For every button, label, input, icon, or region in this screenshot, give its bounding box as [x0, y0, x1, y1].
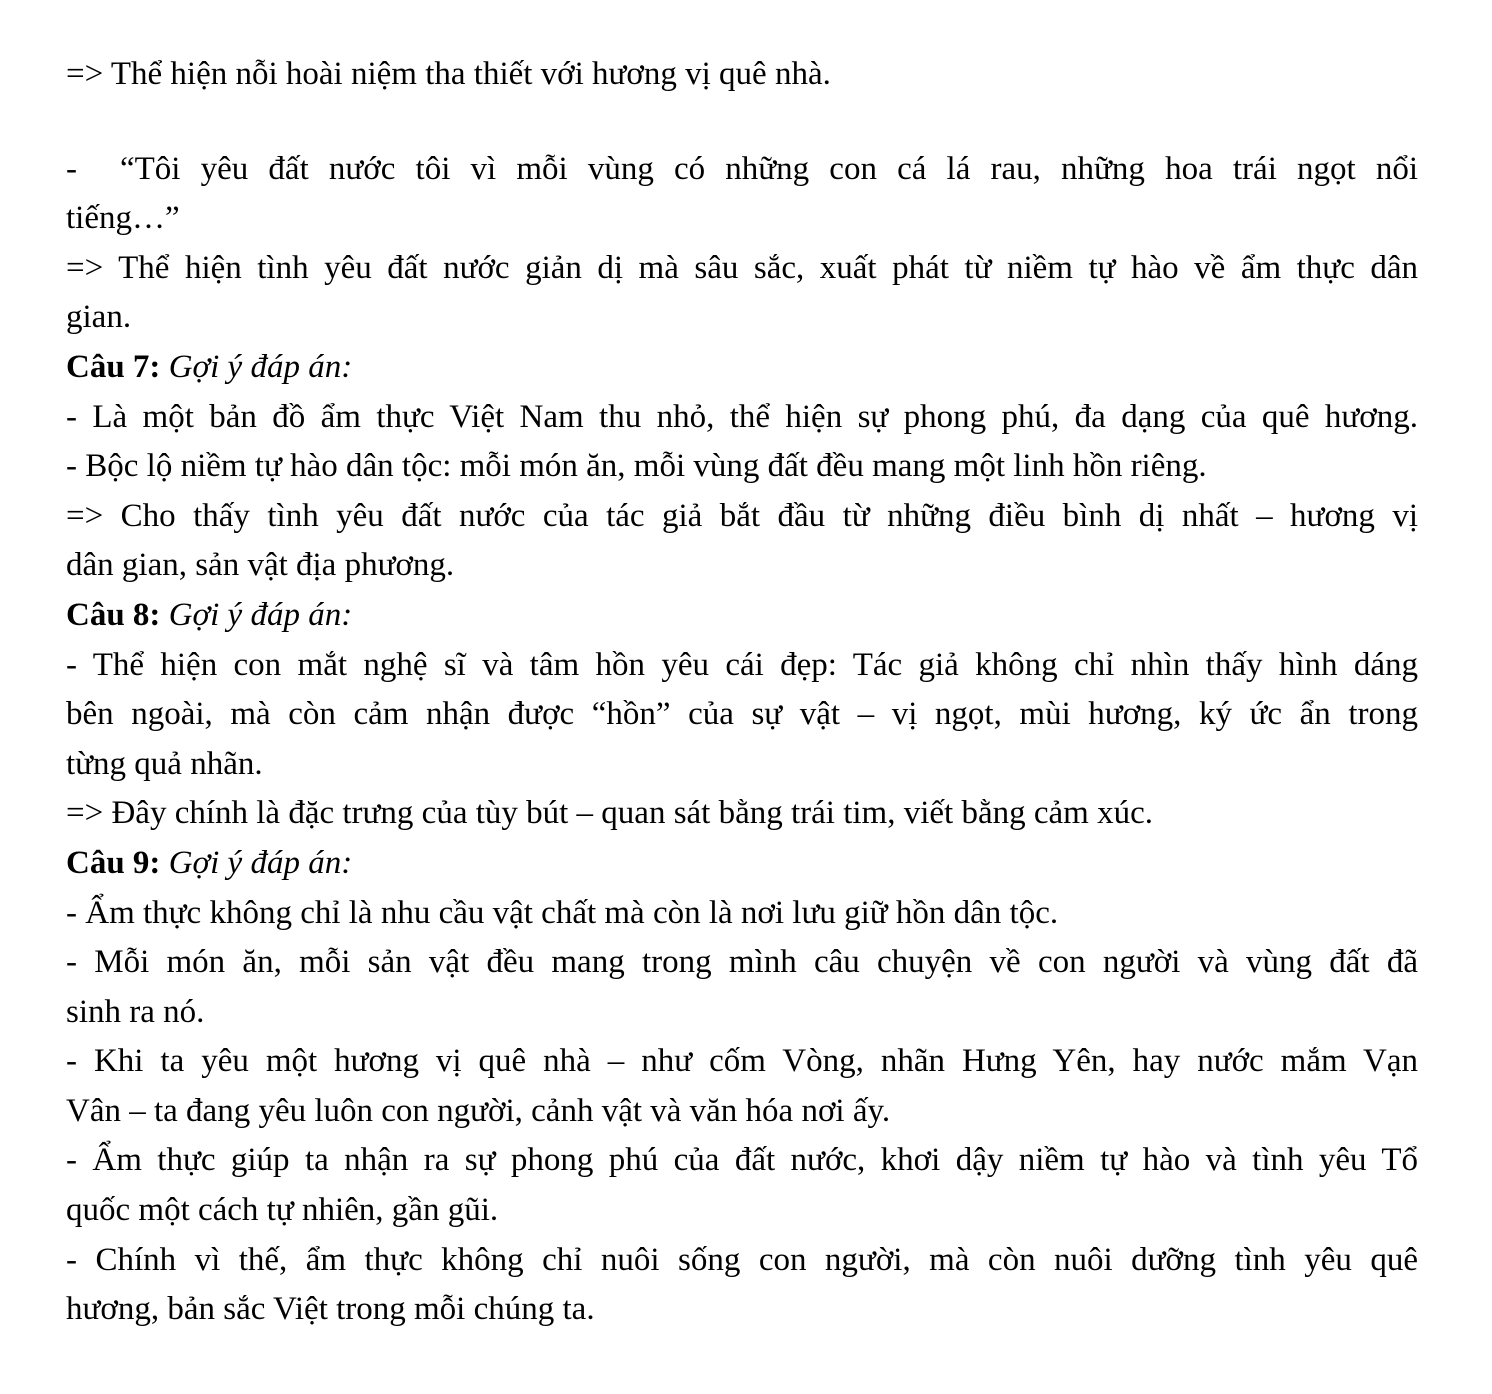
- answer-line: - Khi ta yêu một hương vị quê nhà – như cốm Vòng, nhãn Hưng Yên, hay nước mắm Vạn: [66, 1043, 1418, 1080]
- question-heading-7: [66, 343, 1418, 393]
- answer-line: - Là một bản đồ ẩm thực Việt Nam thu nhỏ, thể hiện sự phong phú, đa dạng của quê hương.: [66, 398, 1418, 435]
- quote-line-1: [66, 145, 1418, 195]
- quote-dash: -: [66, 150, 77, 187]
- answer-line: - Ẩm thực không chỉ là nhu cầu vật chất mà còn là nơi lưu giữ hồn dân tộc.: [66, 894, 1059, 931]
- quote-conclusion-line-1: => Thể hiện tình yêu đất nước giản dị mà sâu sắc, xuất phát từ niềm tự hào về ẩm thực dân: [66, 249, 1418, 286]
- answer-line: Vân – ta đang yêu luôn con người, cảnh vật và văn hóa nơi ấy.: [66, 1092, 891, 1129]
- quote-text: “Tôi yêu đất nước tôi vì mỗi vùng có những con cá lá rau, những hoa trái ngọt nổi: [120, 150, 1418, 187]
- question-label: Câu 7:: [66, 348, 161, 385]
- quote-line-2: tiếng…”: [66, 200, 180, 237]
- question-hint: Gợi ý đáp án:: [168, 844, 353, 881]
- question-heading-9: [66, 839, 1418, 889]
- answer-line: - Bộc lộ niềm tự hào dân tộc: mỗi món ăn, mỗi vùng đất đều mang một linh hồn riêng.: [66, 448, 1207, 485]
- answer-line: - Thể hiện con mắt nghệ sĩ và tâm hồn yêu cái đẹp: Tác giả không chỉ nhìn thấy hình dáng: [66, 646, 1418, 683]
- answer-line: hương, bản sắc Việt trong mỗi chúng ta.: [66, 1291, 595, 1328]
- answer-line: - Ẩm thực giúp ta nhận ra sự phong phú của đất nước, khơi dậy niềm tự hào và tình yêu Tổ: [66, 1142, 1418, 1179]
- question-label: Câu 9:: [66, 844, 161, 881]
- answer-line: dân gian, sản vật địa phương.: [66, 547, 455, 584]
- answer-line: bên ngoài, mà còn cảm nhận được “hồn” của sự vật – vị ngọt, mùi hương, ký ức ẩn trong: [66, 696, 1418, 733]
- answer-line: từng quả nhãn.: [66, 745, 263, 782]
- paragraph-gap: [66, 100, 1418, 145]
- answer-line: - Chính vì thế, ẩm thực không chỉ nuôi sống con người, mà còn nuôi dưỡng tình yêu quê: [66, 1241, 1418, 1278]
- answer-line: - Mỗi món ăn, mỗi sản vật đều mang trong mình câu chuyện về con người và vùng đất đã: [66, 944, 1418, 981]
- quote-conclusion-line-2: gian.: [66, 299, 132, 336]
- question-heading-8: [66, 591, 1418, 641]
- answer-line: => Cho thấy tình yêu đất nước của tác giả bắt đầu từ những điều bình dị nhất – hương vị: [66, 497, 1418, 534]
- question-hint: Gợi ý đáp án:: [168, 596, 353, 633]
- question-hint: Gợi ý đáp án:: [168, 348, 353, 385]
- intro-conclusion: => Thể hiện nỗi hoài niệm tha thiết với hương vị quê nhà.: [66, 56, 831, 92]
- question-label: Câu 8:: [66, 596, 161, 633]
- answer-line: quốc một cách tự nhiên, gần gũi.: [66, 1192, 499, 1229]
- answer-line: => Đây chính là đặc trưng của tùy bút – quan sát bằng trái tim, viết bằng cảm xúc.: [66, 795, 1153, 832]
- document-page: [66, 50, 1418, 1335]
- answer-line: sinh ra nó.: [66, 993, 205, 1030]
